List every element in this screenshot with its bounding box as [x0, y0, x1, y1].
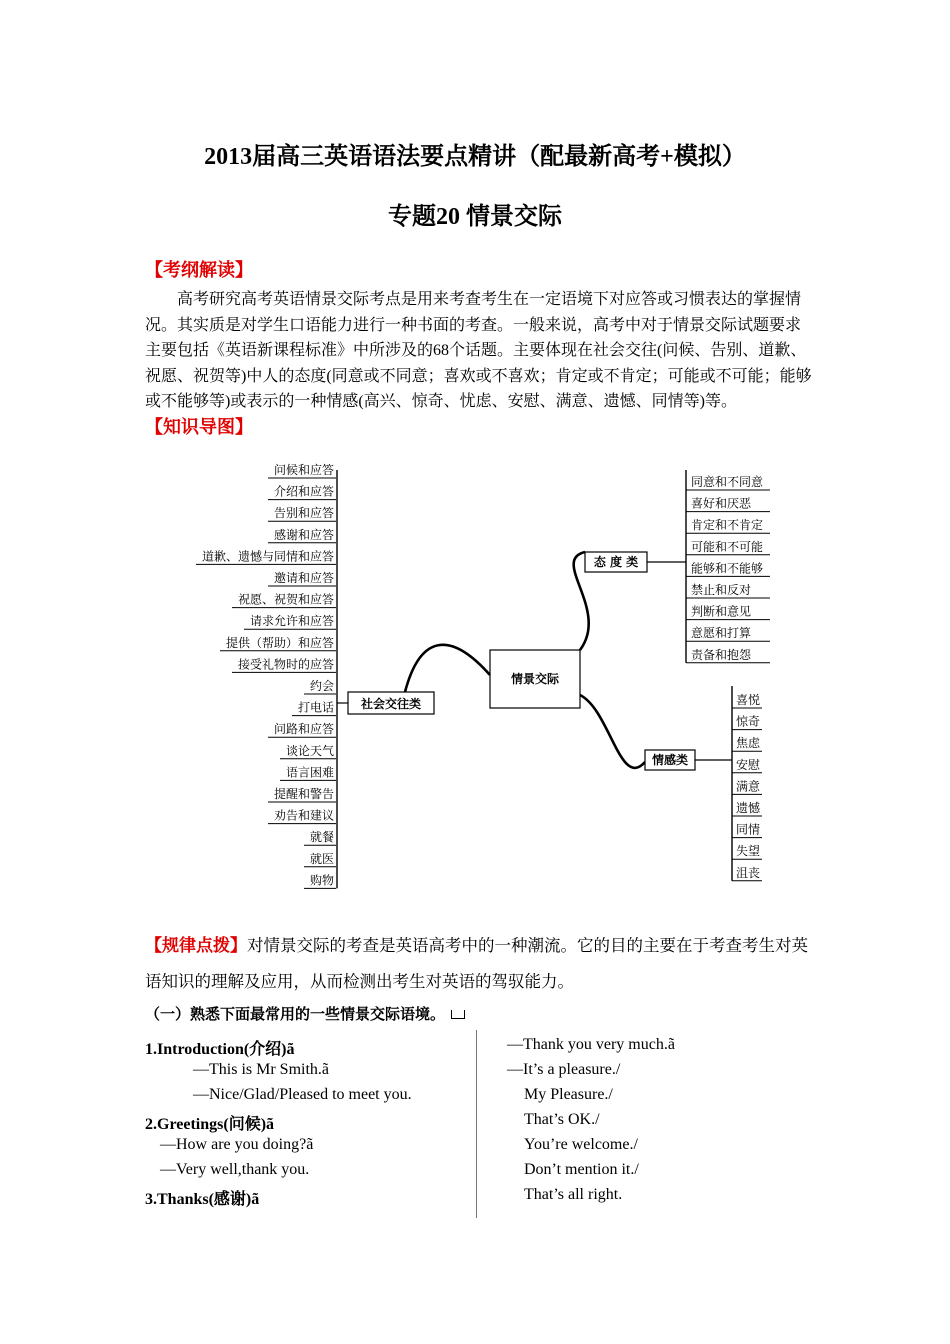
attitude-item-label: 喜好和厌恶	[691, 496, 752, 511]
attitude-node-label: 态 度 类	[593, 555, 639, 569]
emotion-item-label: 安慰	[736, 757, 761, 772]
social-item-label: 感谢和应答	[273, 527, 334, 542]
social-node-label: 社会交往类	[360, 697, 422, 711]
social-item-label: 问候和应答	[273, 463, 334, 477]
social-item-label: 告别和应答	[273, 506, 334, 521]
emotion-item-label: 遗憾	[736, 801, 761, 815]
social-item-label: 语言困难	[285, 765, 334, 780]
social-item-label: 就医	[309, 851, 334, 866]
dialogue-line: —Nice/Glad/Pleased to meet you.	[193, 1086, 412, 1103]
emotion-item-label: 惊奇	[736, 714, 761, 729]
attitude-item-label: 能够和不能够	[691, 561, 764, 576]
section-heading-map: 【知识导图】	[145, 417, 253, 438]
dialogue-line: —It’s a pleasure./	[507, 1061, 621, 1078]
social-item-label: 购物	[309, 873, 334, 888]
social-item-label: 打电话	[297, 700, 334, 715]
column-divider	[476, 1030, 477, 1218]
knowledge-mind-map	[180, 460, 780, 908]
social-branch-curve	[405, 645, 490, 692]
dialogue-line: —This is Mr Smith.ã	[193, 1061, 330, 1078]
emotion-item-label: 同情	[736, 822, 761, 837]
subheading	[145, 1003, 465, 1024]
social-item-label: 祝愿、祝贺和应答	[237, 592, 334, 607]
social-item-label: 邀请和应答	[273, 571, 334, 585]
social-item-label: 接受礼物时的应答	[237, 657, 334, 672]
attitude-item-label: 禁止和反对	[691, 583, 752, 597]
social-item-label: 请求允许和应答	[249, 614, 334, 629]
outline-text: 高考研究高考英语情景交际考点是用来考查考生在一定语境下对应答或习惯表达的掌握情况。其实质是对学生口语能力进行一种书面的考查。一般来说，高考中对于情景交际试题要求主要包括《英语新课程标准》中所涉及的68个话题。主要体现在社会交往(问候、告别、道歉、祝愿、祝贺等)中人的态度(同意或不同意；喜欢或不喜欢；肯定或不肯定；可能或不可能；能够或不能够等)或表示的一种情感(高兴、惊奇、忧虑、安慰、满意、遗憾、同情等)等。	[145, 291, 812, 410]
attitude-item-label: 意愿和打算	[691, 626, 752, 641]
attitude-item-label: 判断和意见	[691, 604, 752, 619]
attitude-item-label: 可能和不可能	[691, 539, 764, 554]
dialogue-line: That’s all right.	[524, 1186, 623, 1203]
emotion-item-label: 沮丧	[736, 865, 761, 880]
dialogue-line: My Pleasure./	[524, 1086, 613, 1103]
emotion-item-label: 失望	[736, 844, 761, 859]
emotion-node-label: 情感类	[651, 753, 689, 767]
social-item-label: 提供（帮助）和应答	[225, 635, 334, 650]
social-item-label: 就餐	[309, 830, 334, 845]
social-item-label: 提醒和警告	[273, 787, 334, 801]
return-mark-icon	[451, 1010, 465, 1019]
attitude-item-label: 同意和不同意	[691, 475, 764, 489]
dialogue-heading-introduction: 1.Introduction(介绍)ã	[145, 1041, 295, 1058]
dialogue-line: You’re welcome./	[524, 1136, 638, 1153]
dialogue-line: That’s OK./	[524, 1111, 600, 1128]
rule-text: 对情景交际的考查是英语高考中的一种潮流。它的目的主要在于考查考生对英语知识的理解及应用，从而检测出考生对英语的驾驭能力。	[145, 936, 808, 991]
subheading-text: （一）熟悉下面最常用的一些情景交际语境。	[145, 1005, 446, 1023]
social-item-label: 问路和应答	[273, 722, 334, 737]
section-heading-outline: 【考纲解读】	[145, 260, 253, 281]
attitude-item-label: 肯定和不肯定	[691, 518, 764, 533]
social-item-label: 介绍和应答	[273, 484, 334, 499]
dialogue-heading-greetings: 2.Greetings(问候)ã	[145, 1116, 275, 1133]
social-item-label: 道歉、遗憾与同情和应答	[201, 549, 334, 564]
social-item-label: 谈论天气	[285, 743, 334, 758]
social-item-label: 约会	[309, 679, 334, 693]
rule-paragraph	[145, 928, 815, 1000]
dialogue-line: —Thank you very much.ã	[507, 1036, 675, 1053]
social-item-label: 劝告和建议	[273, 808, 334, 823]
center-node-label: 情景交际	[510, 672, 560, 686]
document-title: 2013届高三英语语法要点精讲（配最新高考+模拟）	[204, 144, 746, 170]
outline-paragraph	[145, 287, 815, 415]
emotion-branch-curve	[580, 695, 645, 768]
dialogue-line: Don’t mention it./	[524, 1161, 639, 1178]
emotion-item-label: 焦虑	[736, 736, 761, 751]
section-heading-rule: 【规律点拨】	[145, 936, 247, 956]
dialogue-line: —How are you doing?ã	[160, 1136, 314, 1153]
emotion-item-label: 满意	[736, 779, 761, 794]
attitude-item-label: 责备和抱怨	[691, 647, 752, 662]
dialogue-line: —Very well,thank you.	[160, 1161, 310, 1178]
dialogue-heading-thanks: 3.Thanks(感谢)ã	[145, 1191, 260, 1208]
emotion-item-label: 喜悦	[736, 693, 761, 707]
document-subtitle: 专题20 情景交际	[388, 204, 562, 230]
